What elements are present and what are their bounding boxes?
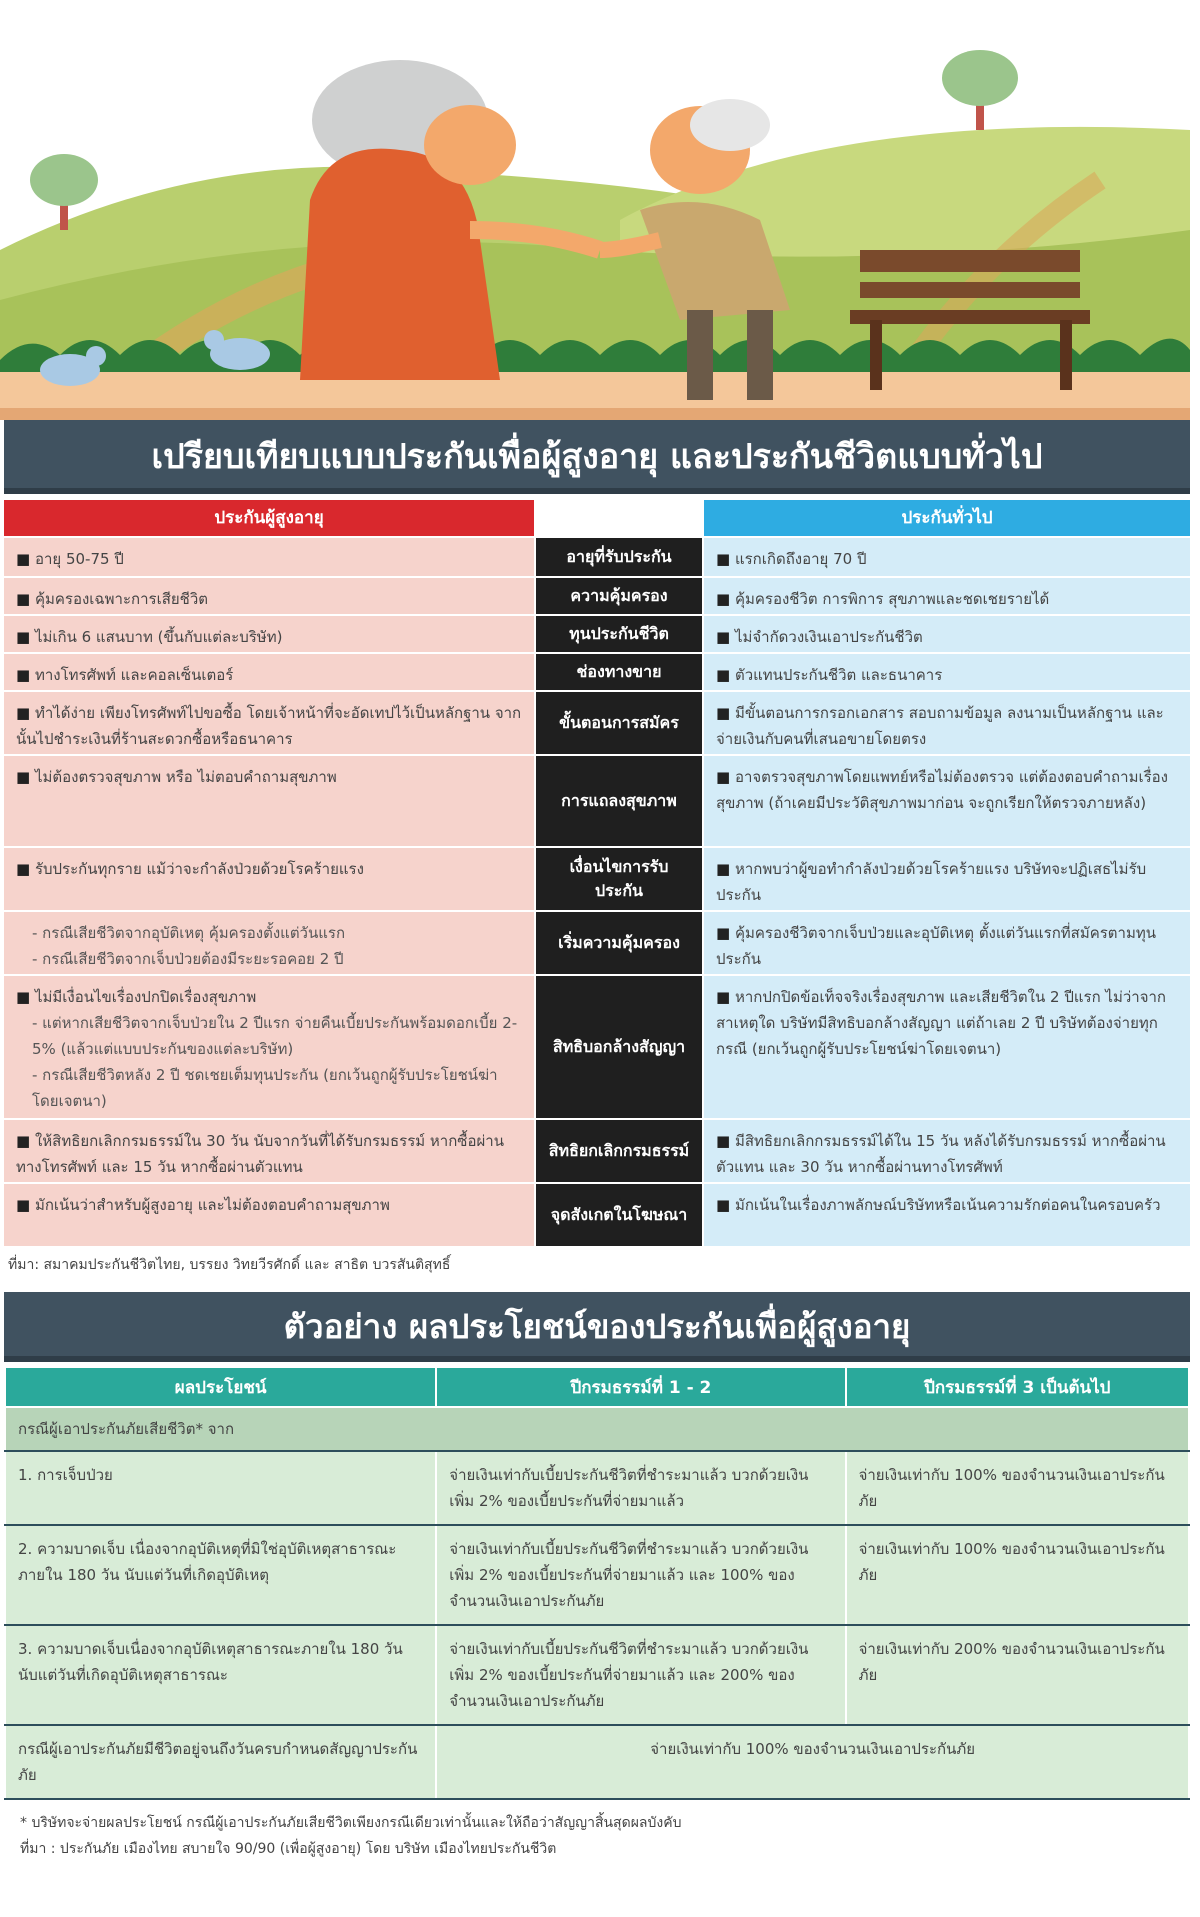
right-cell-text: ■ ตัวแทนประกันชีวิต และธนาคาร: [716, 666, 942, 684]
right-cell-text: ■ หากพบว่าผู้ขอทำกำลังป่วยด้วยโรคร้ายแรง บริษัทจะปฏิเสธไม่รับประกัน: [716, 860, 1146, 904]
year3-cell: จ่ายเงินเท่ากับ 100% ของจำนวนเงินเอาประกันภัย: [846, 1451, 1189, 1525]
table-row: [4, 576, 1190, 614]
column-header: ปีกรมธรรม์ที่ 1 - 2: [436, 1367, 845, 1407]
left-cell-text: ■ มักเน้นว่าสำหรับผู้สูงอายุ และไม่ต้องตอบคำถามสุขภาพ: [16, 1196, 390, 1214]
column-header: ผลประโยชน์: [5, 1367, 436, 1407]
year12-cell: จ่ายเงินเท่ากับเบี้ยประกันชีวิตที่ชำระมาแล้ว บวกด้วยเงินเพิ่ม 2% ของเบี้ยประกันที่จ่ายมาแล้ว: [436, 1451, 845, 1525]
row-label: ทุนประกันชีวิต: [534, 616, 704, 652]
table-header-row: [5, 1367, 1189, 1407]
left-cell-subtext: - กรณีเสียชีวิตหลัง 2 ปี ชดเชยเต็มทุนประกัน (ยกเว้นถูกผู้รับประโยชน์ฆ่าโดยเจตนา): [32, 1066, 498, 1110]
benefits-title: ตัวอย่าง ผลประโยชน์ของประกันเพื่อผู้สูงอายุ: [4, 1292, 1190, 1362]
benefits-table: [4, 1366, 1190, 1800]
benefit-cell: 1. การเจ็บป่วย: [5, 1451, 436, 1525]
survival-value: จ่ายเงินเท่ากับ 100% ของจำนวนเงินเอาประกันภัย: [436, 1725, 1189, 1799]
row-label: ขั้นตอนการสมัคร: [534, 692, 704, 754]
table-row: [4, 754, 1190, 846]
right-cell-text: ■ คุ้มครองชีวิตจากเจ็บป่วยและอุบัติเหตุ ตั้งแต่วันแรกที่สมัครตามทุนประกัน: [716, 924, 1156, 968]
left-cell-text: ■ ทำได้ง่าย เพียงโทรศัพท์ไปขอซื้อ โดยเจ้าหน้าที่จะอัดเทปไว้เป็นหลักฐาน จากนั้นไปชำระเงินที่ร้านสะดวกซื้อหรือธนาคาร: [16, 704, 521, 748]
row-label: เงื่อนไขการรับประกัน: [534, 848, 704, 910]
left-cell-text: ■ ไม่เกิน 6 แสนบาท (ขึ้นกับแต่ละบริษัท): [16, 628, 282, 646]
row-label: สิทธิบอกล้างสัญญา: [534, 976, 704, 1118]
table-row: [5, 1525, 1189, 1625]
left-cell-text: ■ รับประกันทุกราย แม้ว่าจะกำลังป่วยด้วยโรคร้ายแรง: [16, 860, 364, 878]
table-row: [5, 1725, 1189, 1799]
table-row: [5, 1451, 1189, 1525]
left-cell-text: ■ คุ้มครองเฉพาะการเสียชีวิต: [16, 590, 208, 608]
footnote: * บริษัทจะจ่ายผลประโยชน์ กรณีผู้เอาประกันภัยเสียชีวิตเพียงกรณีเดียวเท่านั้นและให้ถือว่าสัญญาสิ้นสุดผลบังคับ: [20, 1815, 682, 1831]
table-row: [4, 910, 1190, 974]
row-label: สิทธิยกเลิกกรมธรรม์: [534, 1120, 704, 1182]
left-cell-text: ■ ไม่มีเงื่อนไขเรื่องปกปิดเรื่องสุขภาพ: [16, 988, 256, 1006]
right-cell-text: ■ คุ้มครองชีวิต การพิการ สุขภาพและชดเชยรายได้: [716, 590, 1049, 608]
right-cell-text: ■ มักเน้นในเรื่องภาพลักษณ์บริษัทหรือเน้นความรักต่อคนในครอบครัว: [716, 1196, 1161, 1214]
row-label: ความคุ้มครอง: [534, 578, 704, 614]
comparison-table: [4, 494, 1190, 1246]
table-row: [4, 536, 1190, 576]
right-cell-text: ■ อาจตรวจสุขภาพโดยแพทย์หรือไม่ต้องตรวจ แต่ต้องตอบคำถามเรื่องสุขภาพ (ถ้าเคยมีประวัติสุขภาพมาก่อน จะถูกเรียกให้ตรวจภายหลัง): [716, 768, 1168, 812]
general-insurance-header: ประกันทั่วไป: [704, 500, 1190, 536]
left-cell-subtext: - กรณีเสียชีวิตจากอุบัติเหตุ คุ้มครองตั้งแต่วันแรก: [32, 924, 346, 942]
right-cell-text: ■ ไม่จำกัดวงเงินเอาประกันชีวิต: [716, 628, 923, 646]
source-note: ที่มา: สมาคมประกันชีวิตไทย, บรรยง วิทยวีรศักดิ์ และ สาธิต บวรสันติสุทธิ์: [8, 1257, 451, 1273]
source-note: ที่มา : ประกันภัย เมืองไทย สบายใจ 90/90 (เพื่อผู้สูงอายุ) โดย บริษัท เมืองไทยประกันชีวิต: [20, 1841, 557, 1857]
comparison-header: [4, 500, 1190, 536]
table-row: [4, 614, 1190, 652]
row-label: เริ่มความคุ้มครอง: [534, 912, 704, 974]
column-header: ปีกรมธรรม์ที่ 3 เป็นต้นไป: [846, 1367, 1189, 1407]
left-cell-text: ■ ให้สิทธิยกเลิกกรมธรรม์ใน 30 วัน นับจากวันที่ได้รับกรมธรรม์ หากซื้อผ่านทางโทรศัพท์ และ 15 วัน หากซื้อผ่านตัวแทน: [16, 1132, 504, 1176]
survival-label: กรณีผู้เอาประกันภัยมีชีวิตอยู่จนถึงวันครบกำหนดสัญญาประกันภัย: [5, 1725, 436, 1799]
year3-cell: จ่ายเงินเท่ากับ 100% ของจำนวนเงินเอาประกันภัย: [846, 1525, 1189, 1625]
case-label: กรณีผู้เอาประกันภัยเสียชีวิต* จาก: [5, 1407, 1189, 1451]
left-cell-text: ■ ทางโทรศัพท์ และคอลเซ็นเตอร์: [16, 666, 233, 684]
benefit-cell: 3. ความบาดเจ็บเนื่องจากอุบัติเหตุสาธารณะภายใน 180 วัน นับแต่วันที่เกิดอุบัติเหตุสาธารณะ: [5, 1625, 436, 1725]
table-row: [5, 1625, 1189, 1725]
table-row: [4, 1182, 1190, 1246]
right-cell-text: ■ หากปกปิดข้อเท็จจริงเรื่องสุขภาพ และเสียชีวิตใน 2 ปีแรก ไม่ว่าจากสาเหตุใด บริษัทมีสิทธิบอกล้างสัญญา แต่ถ้าเลย 2 ปี บริษัทต้องจ่ายทุกกรณี (ยกเว้นถูกผู้รับประโยชน์ฆ่าโดยเจตนา): [716, 988, 1166, 1058]
benefit-cell: 2. ความบาดเจ็บ เนื่องจากอุบัติเหตุที่มิใช่อุบัติเหตุสาธารณะ ภายใน 180 วัน นับแต่วันที่เกิดอุบัติเหตุ: [5, 1525, 436, 1625]
table-row: [4, 1118, 1190, 1182]
year12-cell: จ่ายเงินเท่ากับเบี้ยประกันชีวิตที่ชำระมาแล้ว บวกด้วยเงินเพิ่ม 2% ของเบี้ยประกันที่จ่ายมาแล้ว และ 100% ของจำนวนเงินเอาประกันภัย: [436, 1525, 845, 1625]
footnotes: [20, 1810, 1180, 1862]
year3-cell: จ่ายเงินเท่ากับ 200% ของจำนวนเงินเอาประกันภัย: [846, 1625, 1189, 1725]
right-cell-text: ■ มีขั้นตอนการกรอกเอกสาร สอบถามข้อมูล ลงนามเป็นหลักฐาน และจ่ายเงินกับคนที่เสนอขายโดยตรง: [716, 704, 1164, 748]
left-cell-text: ■ อายุ 50-75 ปี: [16, 550, 124, 568]
table-row: [4, 974, 1190, 1118]
left-cell-subtext: - กรณีเสียชีวิตจากเจ็บป่วยต้องมีระยะรอคอย 2 ปี: [32, 950, 344, 968]
row-label: การแถลงสุขภาพ: [534, 756, 704, 846]
elderly-insurance-header: ประกันผู้สูงอายุ: [4, 500, 534, 536]
row-label: ช่องทางขาย: [534, 654, 704, 690]
row-label: จุดสังเกตในโฆษณา: [534, 1184, 704, 1246]
left-cell-subtext: - แต่หากเสียชีวิตจากเจ็บป่วยใน 2 ปีแรก จ่ายคืนเบี้ยประกันพร้อมดอกเบี้ย 2-5% (แล้วแต่แบบประกันของแต่ละบริษัท): [32, 1014, 518, 1058]
year12-cell: จ่ายเงินเท่ากับเบี้ยประกันชีวิตที่ชำระมาแล้ว บวกด้วยเงินเพิ่ม 2% ของเบี้ยประกันที่จ่ายมาแล้ว และ 200% ของจำนวนเงินเอาประกันภัย: [436, 1625, 845, 1725]
table-row: [4, 652, 1190, 690]
left-cell-text: ■ ไม่ต้องตรวจสุขภาพ หรือ ไม่ตอบคำถามสุขภาพ: [16, 768, 337, 786]
table-row: [4, 846, 1190, 910]
comparison-title: เปรียบเทียบแบบประกันเพื่อผู้สูงอายุ และประกันชีวิตแบบทั่วไป: [4, 420, 1190, 494]
row-label: อายุที่รับประกัน: [534, 538, 704, 576]
elderly-couple-illustration: [0, 0, 1200, 420]
table-row: [5, 1407, 1189, 1451]
right-cell-text: ■ แรกเกิดถึงอายุ 70 ปี: [716, 550, 866, 568]
table-row: [4, 690, 1190, 754]
right-cell-text: ■ มีสิทธิยกเลิกกรมธรรม์ได้ใน 15 วัน หลังได้รับกรมธรรม์ หากซื้อผ่านตัวแทน และ 30 วัน หากซื้อผ่านทางโทรศัพท์: [716, 1132, 1166, 1176]
